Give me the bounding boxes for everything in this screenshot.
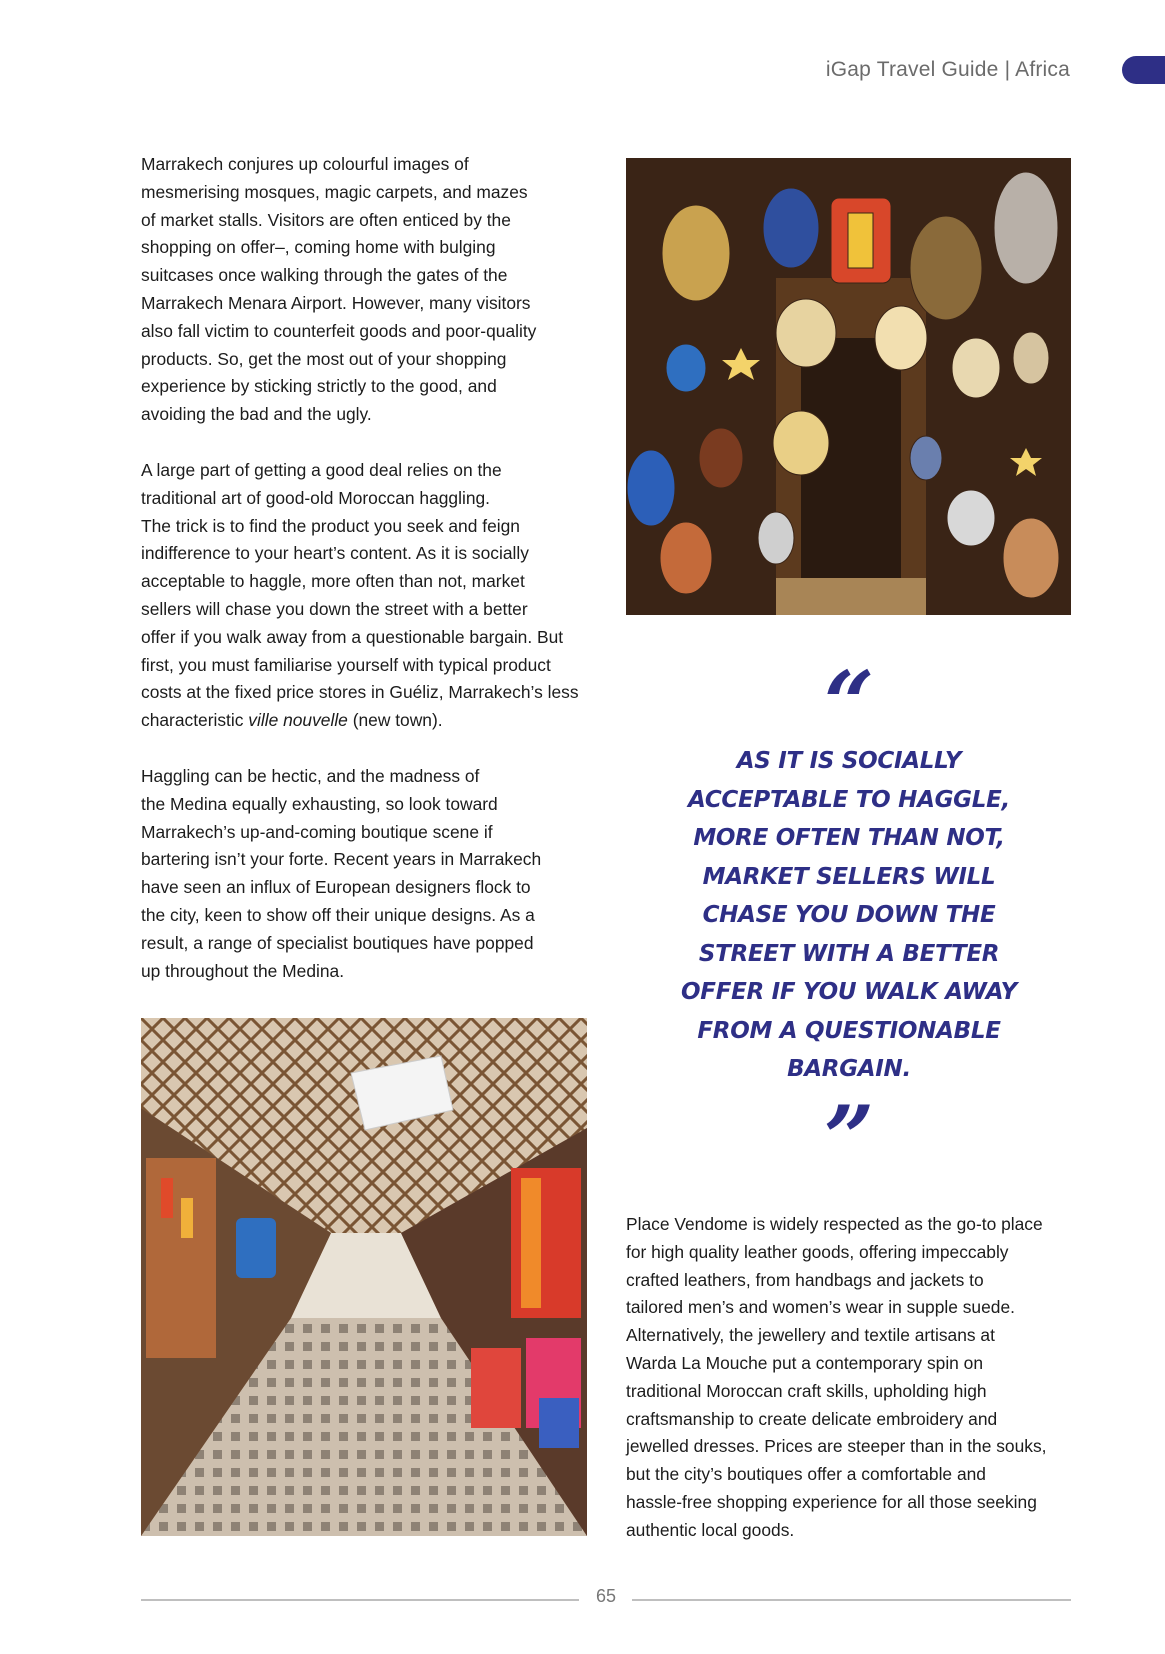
section-tab-marker — [1122, 56, 1165, 84]
ville-nouvelle-term: ville nouvelle — [248, 710, 348, 731]
boutique-paragraph: Haggling can be hectic, and the madness of the Medina equally exhausting, so look toward Marrakech’s up-and-coming boutique scene if bartering isn’t your forte. Recent years in Marrakech have seen an influx of European designers flock to the city, keen to show off their unique designs. As a result, a range of specialist boutiques have popped up throughout the Medina. — [141, 765, 542, 981]
lantern-shop-photo — [626, 158, 1071, 615]
souk-illustration — [141, 1018, 587, 1536]
open-quote-mark: “ — [823, 651, 875, 755]
pull-quote — [660, 651, 1038, 1190]
left-column — [141, 151, 591, 1013]
intro-paragraph: Marrakech conjures up colourful images of mesmerising mosques, magic carpets, and mazes of market stalls. Visitors are often enticed by the shopping on offer–, coming home with bulging suitcases once walking through the gates of the Marrakech Menara Airport. However, many visitors also fall victim to counterfeit goods and poor-quality products. So, get the most out of your shopping experience by sticking strictly to the good, and avoiding the bad and the ugly. — [141, 154, 537, 425]
footer-rule-left — [141, 1599, 579, 1601]
lantern-illustration — [626, 158, 1071, 615]
haggling-text-b: (new town). — [347, 710, 443, 731]
pull-quote-text: AS IT IS SOCIALLY ACCEPTABLE TO HAGGLE, MORE OFTEN THAN NOT, MARKET SELLERS WILL CHASE YOU DOWN THE STREET WITH A BETTER OFFER IF YOU WALK AWAY FROM A QUESTIONABLE BARGAIN. — [681, 748, 1017, 1082]
close-quote-mark: ” — [823, 1085, 875, 1190]
haggling-text-a: A large part of getting a good deal relies on the traditional art of good-old Moroccan haggling. The trick is to find the product you seek and feign indifference to your heart’s content. As it is socially acceptable to haggle, more often than not, market sellers will chase you down the street with a better offer if you walk away from a questionable bargain. But first, you must familiarise yourself with typical product costs at the fixed price stores in Guéliz, Marrakech’s less characteristic — [141, 459, 579, 731]
right-column — [626, 1211, 1076, 1573]
footer-rule-right — [632, 1599, 1071, 1601]
souk-street-photo — [141, 1018, 587, 1536]
haggling-paragraph — [141, 457, 591, 735]
running-header: iGap Travel Guide | Africa — [825, 58, 1070, 81]
boutiques-paragraph: Place Vendome is widely respected as the go-to place for high quality leather goods, offering impeccably crafted leathers, from handbags and jackets to tailored men’s and women’s wear in supple suede. Alternatively, the jewellery and textile artisans at Warda La Mouche put a contemporary spin on traditional Moroccan craft skills, upholding high craftsmanship to create delicate embroidery and jewelled dresses. Prices are steeper than in the souks, but the city’s boutiques offer a comfortable and hassle-free shopping experience for all those seeking authentic local goods. — [626, 1214, 1047, 1540]
page-number: 65 — [595, 1586, 617, 1606]
